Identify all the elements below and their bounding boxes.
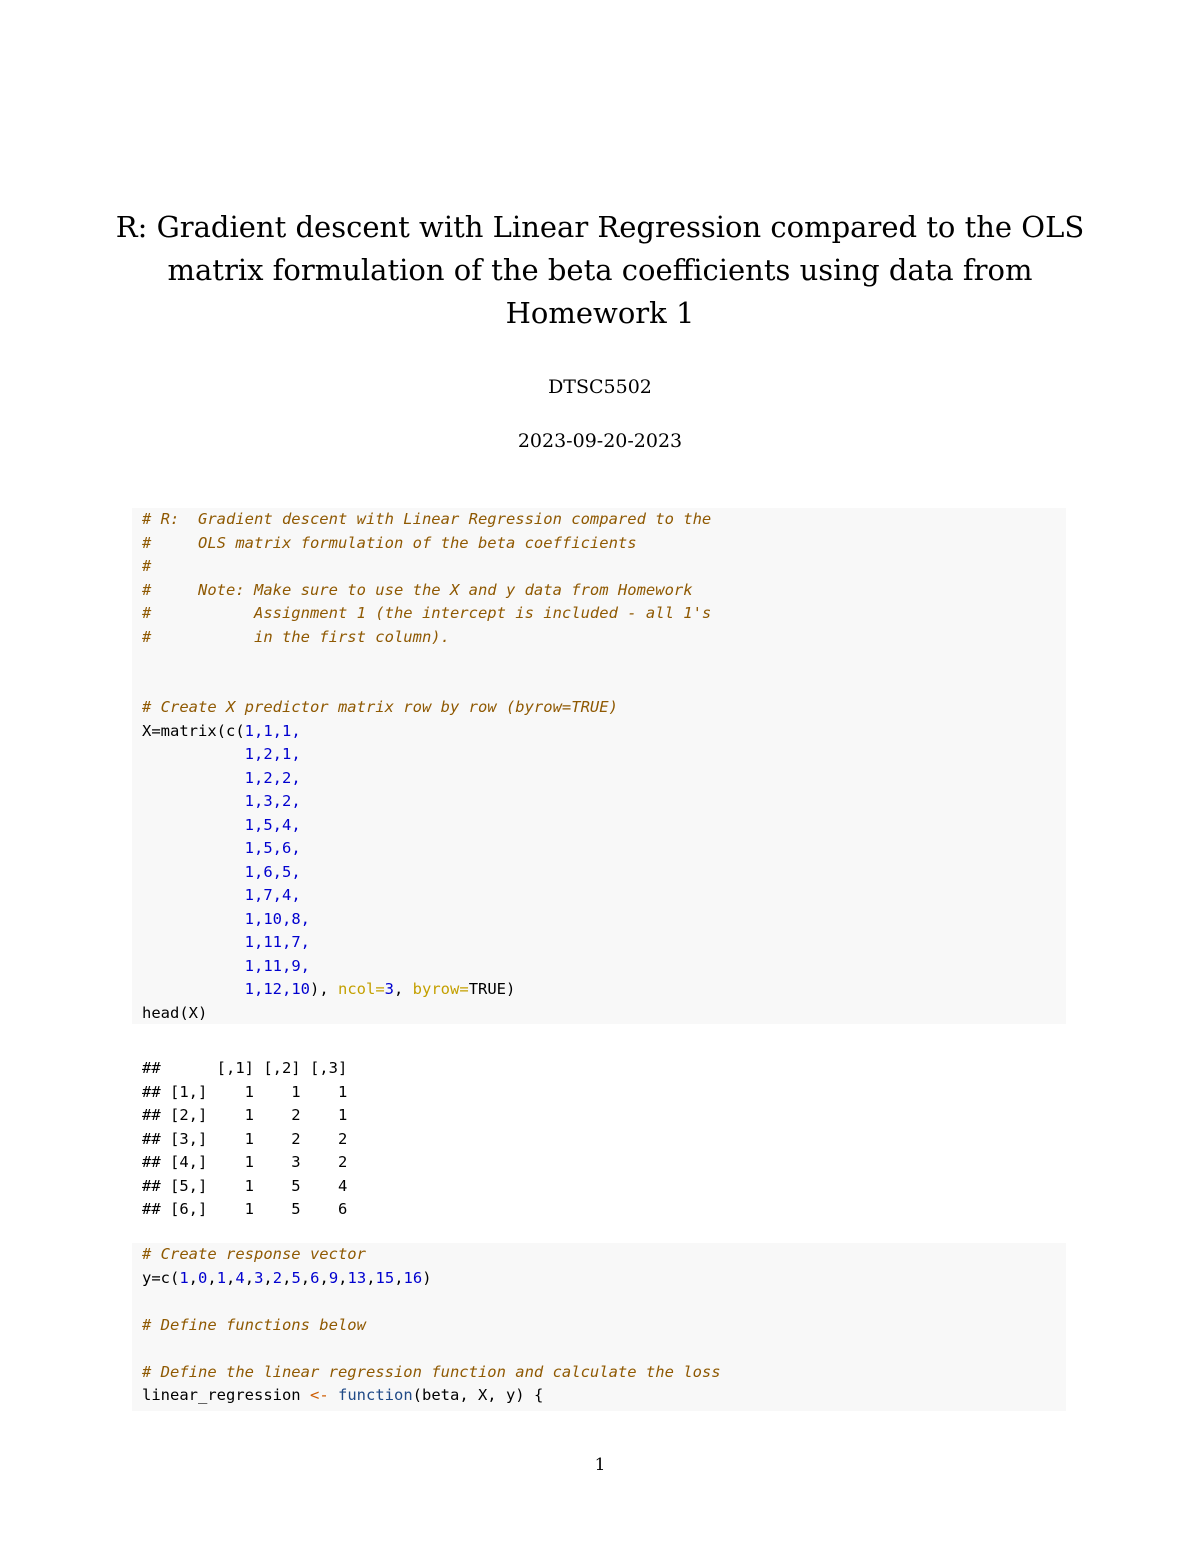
code-line-matrix-start — [142, 720, 1056, 744]
code-line-matrix-row — [142, 790, 1056, 814]
code-equals: = — [459, 980, 469, 998]
code-number: 3 — [384, 980, 394, 998]
code-number: 3 — [254, 1268, 264, 1287]
code-function-name: linear_regression — [142, 1386, 310, 1404]
code-number: 16 — [403, 1268, 423, 1287]
code-line-matrix-row — [142, 884, 1056, 908]
code-function-args: (beta, X, y) { — [412, 1386, 544, 1404]
code-indent — [142, 886, 245, 904]
code-number: 4 — [235, 1268, 245, 1287]
code-number: 1,12,10 — [244, 980, 310, 998]
code-comment: # — [142, 557, 152, 575]
code-line-matrix-row — [142, 955, 1056, 979]
code-arg-byrow: byrow — [412, 980, 460, 998]
code-number: 0 — [198, 1268, 208, 1287]
code-comment: # Define the linear regression function and calculate the loss — [142, 1362, 721, 1381]
code-indent — [142, 816, 245, 834]
code-line-response-vector: y=c(1,0,1,4,3,2,5,6,9,13,15,16) — [142, 1268, 432, 1287]
code-number: 1 — [179, 1268, 189, 1287]
page-number: 1 — [594, 1455, 606, 1475]
code-equals: = — [375, 980, 385, 998]
code-number: 1,1,1, — [244, 721, 301, 740]
code-comment: # R: Gradient descent with Linear Regression compared to the — [142, 510, 712, 528]
code-line-matrix-row — [142, 767, 1056, 791]
code-blank-line — [142, 649, 1056, 673]
code-line-head: head(X) — [142, 1003, 208, 1022]
code-number: 9 — [328, 1268, 339, 1287]
document-date: 2023-09-20-2023 — [517, 430, 683, 452]
code-assign-operator: <- — [309, 1386, 329, 1404]
code-line-function-def — [142, 1384, 1056, 1408]
output-line: ## [4,] 1 3 2 — [142, 1153, 348, 1171]
code-number: 5 — [291, 1268, 301, 1287]
code-indent — [142, 745, 245, 763]
code-number: 6 — [310, 1268, 320, 1287]
code-blank-line — [142, 1290, 1056, 1314]
code-token: ) — [422, 1268, 432, 1287]
code-token: y=c( — [142, 1268, 180, 1287]
code-number: 1 — [216, 1268, 227, 1287]
code-keyword-function: function — [338, 1386, 413, 1404]
code-number: 1,5,4, — [244, 815, 301, 834]
code-indent — [142, 792, 245, 810]
code-token: , — [394, 980, 413, 998]
code-arg-ncol: ncol — [337, 980, 376, 998]
code-blank-line — [142, 673, 1056, 697]
code-number: 1,2,1, — [244, 745, 301, 763]
code-number: 1,5,6, — [244, 839, 301, 857]
title-line-1: R: Gradient descent with Linear Regression compared to the OLS — [115, 210, 1085, 244]
output-line: ## [,1] [,2] [,3] — [142, 1059, 348, 1077]
code-number: 13 — [347, 1268, 367, 1287]
code-comment: # Note: Make sure to use the X and y data from Homework — [142, 580, 693, 599]
code-comment: # Assignment 1 (the intercept is included - all 1's — [142, 604, 712, 622]
code-line-matrix-row — [142, 861, 1056, 885]
code-number: 1,11,7, — [244, 933, 310, 951]
code-indent — [142, 769, 245, 787]
output-line: ## [2,] 1 2 1 — [142, 1106, 348, 1124]
code-comment: # Create X predictor matrix row by row (byrow=TRUE) — [142, 698, 618, 716]
title-line-2: matrix formulation of the beta coefficients using data from — [167, 253, 1033, 287]
code-number: 1,11,9, — [244, 956, 310, 975]
code-number: 1,3,2, — [244, 792, 301, 810]
code-token: ), — [309, 980, 338, 998]
output-line: ## [6,] 1 5 6 — [142, 1200, 348, 1218]
code-token: X=matrix(c( — [142, 721, 245, 740]
code-token: TRUE) — [468, 980, 516, 998]
code-comment: # Define functions below — [142, 1315, 366, 1334]
output-line: ## [3,] 1 2 2 — [142, 1130, 348, 1148]
code-number: 1,2,2, — [244, 768, 301, 787]
code-line-matrix-row — [142, 837, 1056, 861]
output-line: ## [5,] 1 5 4 — [142, 1177, 348, 1195]
code-number: 1,6,5, — [244, 862, 301, 881]
document-title — [100, 206, 1100, 335]
code-number: 15 — [375, 1268, 395, 1287]
code-blank-line — [142, 1337, 1056, 1361]
code-comment: # in the first column). — [142, 627, 450, 646]
output-line: ## [1,] 1 1 1 — [142, 1083, 348, 1101]
code-indent — [142, 957, 245, 975]
code-indent — [142, 910, 245, 928]
code-number: 1,7,4, — [244, 886, 301, 904]
code-block-response — [132, 1243, 1066, 1411]
code-indent — [142, 839, 245, 857]
code-number: 2 — [272, 1268, 283, 1287]
code-line-matrix-row — [142, 814, 1056, 838]
code-indent — [142, 863, 245, 881]
code-line-matrix-row — [142, 743, 1056, 767]
title-line-3: Homework 1 — [505, 296, 695, 330]
code-block-matrix — [132, 508, 1066, 1024]
code-comment: # Create response vector — [142, 1245, 366, 1263]
document-author: DTSC5502 — [548, 376, 652, 398]
code-line-matrix-row — [142, 931, 1056, 955]
code-line-matrix-end — [142, 978, 1056, 1002]
code-number: 1,10,8, — [244, 909, 310, 928]
code-indent — [142, 933, 245, 951]
code-line-matrix-row — [142, 908, 1056, 932]
code-indent — [142, 980, 245, 998]
code-comment: # OLS matrix formulation of the beta coefficients — [142, 533, 637, 552]
